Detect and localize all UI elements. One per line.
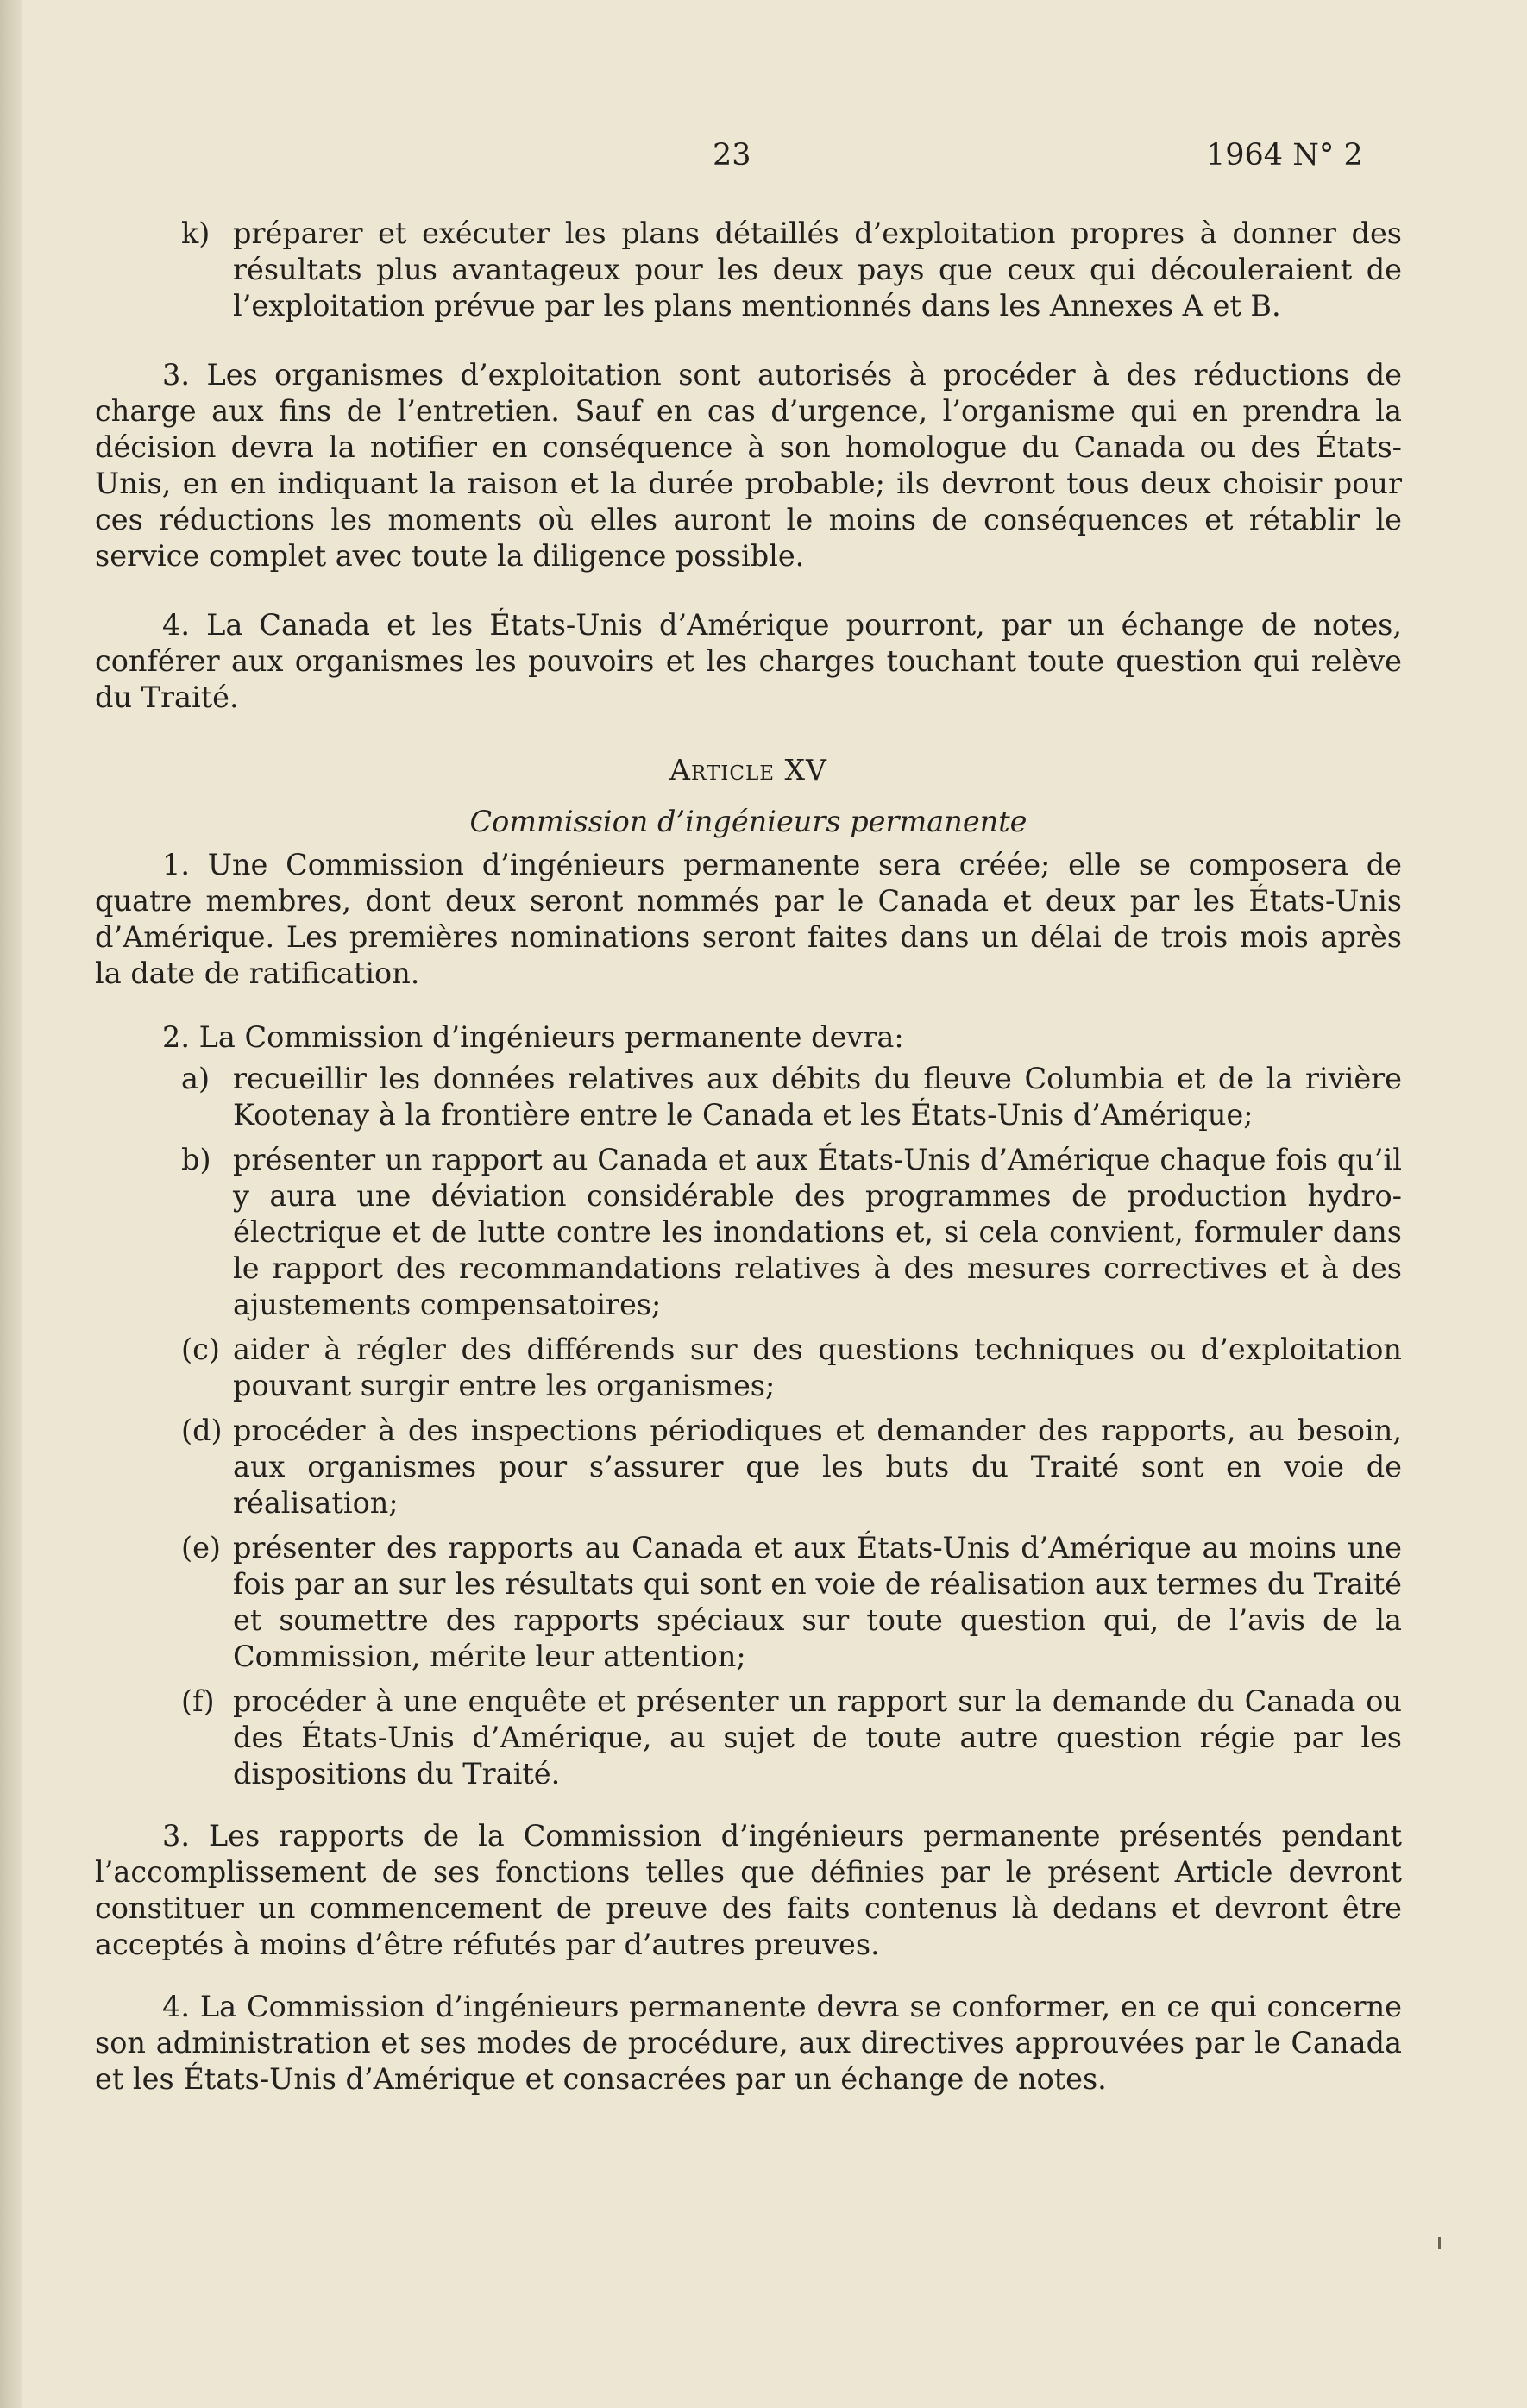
list-item-text: préparer et exécuter les plans détaillés d’exploitation propres à donner des résultats plus avantageux pour les deux pays que ceux qui découleraient de l’exploitation prévue par les plans mentionnés dans les Annexes A et B. (233, 216, 1402, 323)
list-item-text: présenter des rapports au Canada et aux États-Unis d’Amérique au moins une fois par an sur les résultats qui sont en voie de réalisation aux termes du Traité et soumettre des rapports spéciaux sur toute question qui, de l’avis de la Commission, mérite leur attention; (233, 1531, 1402, 1673)
page-number: 23 (713, 138, 751, 172)
article-heading: Article XV (669, 753, 827, 787)
section-3-reports-as-evidence: 3. Les rapports de la Commission d’ingénieurs permanente présentés pendant l’accomplissement de ses fonctions telles que définies par le présent Article devront constituer un commencement de preuve des faits contenus là dedans et devront être acceptés à moins d’être réfutés par d’autres preuves. (95, 1819, 1402, 1961)
list-item (95, 1142, 1402, 1323)
list-item-text: aider à régler des différends sur des questions techniques ou d’exploitation pouvant surgir entre les organismes; (233, 1333, 1402, 1402)
page-body (95, 216, 1402, 2098)
ink-mark (1438, 2237, 1441, 2249)
list-marker: (d) (181, 1414, 223, 1447)
list-item-text: recueillir les données relatives aux débits du fleuve Columbia et de la rivière Kootenay à la frontière entre le Canada et les États-Unis d’Amérique; (233, 1062, 1402, 1132)
section-2-intro: 2. La Commission d’ingénieurs permanente devra: (162, 1020, 904, 1054)
list-item-k (95, 216, 1402, 324)
document-reference: 1964 N° 2 (1206, 138, 1363, 172)
list-item-text: procéder à une enquête et présenter un rapport sur la demande du Canada ou des États-Unis d’Amérique, au sujet de toute autre question régie par les dispositions du Traité. (233, 1684, 1402, 1790)
section-2-duties-list (95, 1061, 1402, 1792)
section-4-administrative-procedures: 4. La Commission d’ingénieurs permanente devra se conformer, en ce qui concerne son administration et ses modes de procédure, aux directives approuvées par le Canada et les États-Unis d’Amérique et consacrées par un échange de notes. (95, 1990, 1402, 2096)
list-item (95, 1413, 1402, 1521)
page-header (0, 138, 1527, 181)
list-item-text: présenter un rapport au Canada et aux États-Unis d’Amérique chaque fois qu’il y aura une déviation considérable des programmes de production hydro-électrique et de lutte contre les inondations et, si cela convient, formuler dans le rapport des recommandations relatives à des mesures correctives et à des ajustements compensatoires; (233, 1143, 1402, 1321)
paragraph-4-exchange-of-notes: 4. La Canada et les États-Unis d’Amérique pourront, par un échange de notes, conférer aux organismes les pouvoirs et les charges touchant toute question qui relève du Traité. (95, 608, 1402, 714)
list-marker: (e) (181, 1531, 221, 1565)
section-1-commission-creation: 1. Une Commission d’ingénieurs permanente sera créée; elle se composera de quatre membres, dont deux seront nommés par le Canada et deux par les États-Unis d’Amérique. Les premières nominations seront faites dans un délai de trois mois après la date de ratification. (95, 848, 1402, 990)
list-marker: (f) (181, 1684, 215, 1718)
paragraph-3-maintenance-reductions: 3. Les organismes d’exploitation sont autorisés à procéder à des réductions de charge aux fins de l’entretien. Sauf en cas d’urgence, l’organisme qui en prendra la décision devra la notifier en conséquence à son homologue du Canada ou des États-Unis, en en indiquant la raison et la durée probable; ils devront tous deux choisir pour ces réductions les moments où elles auront le moins de conséquences et rétablir le service complet avec toute la diligence possible. (95, 358, 1402, 573)
list-item (95, 1530, 1402, 1675)
article-subtitle: Commission d’ingénieurs permanente (469, 805, 1027, 838)
list-item-text: procéder à des inspections périodiques et demander des rapports, au besoin, aux organismes pour s’assurer que les buts du Traité sont en voie de réalisation; (233, 1414, 1402, 1520)
list-marker: b) (181, 1143, 211, 1176)
list-item (95, 1061, 1402, 1133)
list-marker: k) (181, 216, 211, 250)
list-marker: (c) (181, 1333, 220, 1366)
list-item (95, 1684, 1402, 1792)
page-edge-shadow (0, 0, 22, 2408)
list-marker: a) (181, 1062, 211, 1095)
list-item (95, 1332, 1402, 1404)
